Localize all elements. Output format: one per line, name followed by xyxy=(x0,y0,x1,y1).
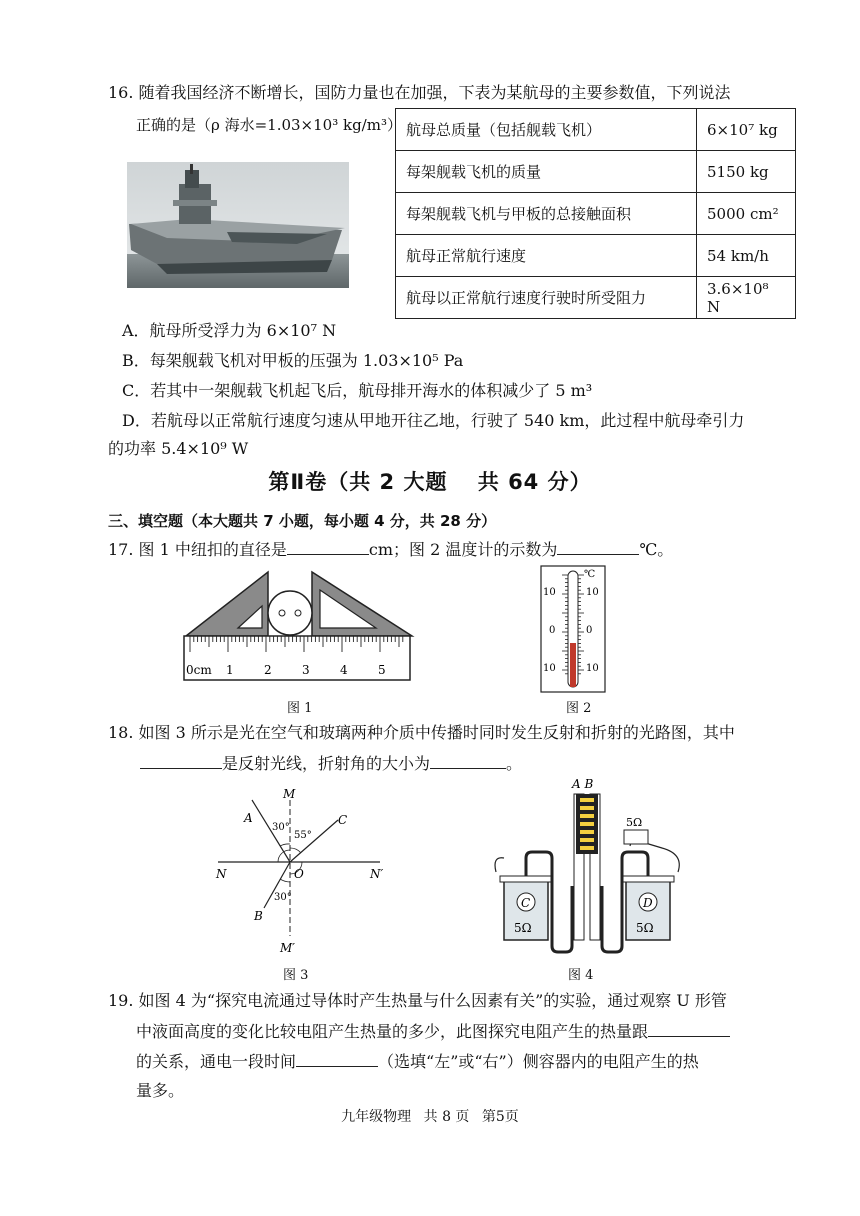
aircraft-carrier-photo xyxy=(127,162,349,288)
thermo-unit: ℃ xyxy=(584,569,596,580)
page-footer xyxy=(0,1106,860,1126)
tube-ab-label: A B xyxy=(572,777,594,791)
q19-line3: 的关系，通电一段时间 （选填“左”或“右”）侧容器内的电阻产生的热 xyxy=(136,1052,699,1071)
q19-blank-2[interactable] xyxy=(296,1050,378,1067)
q19-blank-1[interactable] xyxy=(648,1020,730,1037)
q19-line2: 中液面高度的变化比较电阻产生热量的多少，此图探究电阻产生的热量跟 xyxy=(136,1020,730,1043)
scale-mark xyxy=(580,838,594,842)
figure-2-thermometer xyxy=(540,565,606,693)
q17-stem: 17. 图 1 中纽扣的直径是 cm；图 2 温度计的示数为 ℃。 xyxy=(108,540,674,559)
footer-total: 共 8 页 xyxy=(423,1109,470,1125)
svg-text:B: B xyxy=(254,909,263,923)
figure-2-caption: 图 2 xyxy=(566,701,592,716)
q18-stem-line1: 18. 如图 3 所示是光在空气和玻璃两种介质中传播时同时发生反射和折射的光路图，其中 xyxy=(108,723,735,742)
svg-text:10: 10 xyxy=(586,587,599,598)
q18-number: 18. xyxy=(108,723,134,742)
q16-option-a: A．航母所受浮力为 6×10⁷ N xyxy=(122,321,337,340)
q18-blank-2[interactable] xyxy=(430,752,506,769)
ruler-label-2: 2 xyxy=(264,663,272,677)
figure-4-caption: 图 4 xyxy=(568,968,594,983)
container-c-label: C xyxy=(521,896,531,910)
left-resistor-label: 5Ω xyxy=(514,921,532,935)
figure-1-caption: 图 1 xyxy=(287,701,313,716)
figure-4-u-tube-apparatus xyxy=(492,776,682,962)
q16-number: 16. xyxy=(108,83,134,102)
scale-mark xyxy=(580,830,594,834)
svg-text:C: C xyxy=(338,813,348,827)
svg-text:N′: N′ xyxy=(370,867,384,881)
q17-blank-2[interactable] xyxy=(557,538,639,555)
ruler-label-5: 5 xyxy=(378,663,386,677)
ruler-label-1: 1 xyxy=(226,663,234,677)
ruler-label-3: 3 xyxy=(302,663,310,677)
q19-number: 19. xyxy=(108,991,134,1010)
figure-1-ruler xyxy=(180,570,416,682)
svg-text:10: 10 xyxy=(543,663,556,674)
q16-option-d-line2: 的功率 5.4×10⁹ W xyxy=(108,439,249,458)
svg-text:55°: 55° xyxy=(294,830,312,841)
svg-text:10: 10 xyxy=(586,663,599,674)
svg-text:O: O xyxy=(294,867,304,881)
q16-option-d-line1: D．若航母以正常航行速度匀速从甲地开往乙地，行驶了 540 km，此过程中航母牵引力 xyxy=(122,411,745,430)
q16-option-b: B．每架舰载飞机对甲板的压强为 1.03×10⁵ Pa xyxy=(122,351,464,370)
container-d-label: D xyxy=(643,896,653,910)
table-row: 航母总质量（包括舰载飞机） 6×10⁷ kg xyxy=(396,109,796,151)
top-resistor-label: 5Ω xyxy=(626,816,643,829)
svg-text:10: 10 xyxy=(543,587,556,598)
q19-line1: 19. 如图 4 为“探究电流通过导体时产生热量与什么因素有关”的实验，通过观察 U 形管 xyxy=(108,991,727,1010)
right-resistor-label: 5Ω xyxy=(636,921,654,935)
scale-mark xyxy=(580,806,594,810)
table-row: 航母以正常航行速度行驶时所受阻力 3.6×10⁸ N xyxy=(396,277,796,319)
q18-stem-line2: 是反射光线，折射角的大小为 。 xyxy=(140,752,522,775)
svg-text:30°: 30° xyxy=(272,822,290,833)
scale-mark xyxy=(580,798,594,802)
svg-text:M′: M′ xyxy=(280,941,296,955)
scale-mark xyxy=(580,814,594,818)
footer-page: 第5页 xyxy=(481,1109,519,1125)
scale-mark xyxy=(580,846,594,850)
footer-subject: 九年级物理 xyxy=(341,1109,412,1125)
svg-text:A: A xyxy=(244,811,253,825)
q17-blank-1[interactable] xyxy=(287,538,369,555)
scale-mark xyxy=(580,822,594,826)
svg-text:0: 0 xyxy=(549,625,556,636)
q18-blank-1[interactable] xyxy=(140,752,222,769)
figure-3-caption: 图 3 xyxy=(283,968,309,983)
ruler-label-4: 4 xyxy=(340,663,348,677)
svg-text:0: 0 xyxy=(586,625,593,636)
button-circle xyxy=(268,591,312,635)
q16-parameter-table xyxy=(395,108,796,319)
svg-text:30°: 30° xyxy=(274,892,292,903)
q19-line4: 量多。 xyxy=(136,1081,185,1100)
table-row: 每架舰载飞机与甲板的总接触面积 5000 cm² xyxy=(396,193,796,235)
q16-stem-line1: 16. 随着我国经济不断增长，国防力量也在加强，下表为某航母的主要参数值，下列说法 xyxy=(108,83,731,102)
section3-heading: 三、填空题（本大题共 7 小题，每小题 4 分，共 28 分） xyxy=(108,512,497,530)
q16-stem-line2: 正确的是（ρ 海水=1.03×10³ kg/m³） xyxy=(136,116,402,134)
table-row: 每架舰载飞机的质量 5150 kg xyxy=(396,151,796,193)
part2-title: 第Ⅱ卷（共 2 大题 共 64 分） xyxy=(268,470,592,494)
q16-option-c: C．若其中一架舰载飞机起飞后，航母排开海水的体积减少了 5 m³ xyxy=(122,381,593,400)
table-row: 航母正常航行速度 54 km/h xyxy=(396,235,796,277)
q17-number: 17. xyxy=(108,540,134,559)
svg-text:N: N xyxy=(216,867,227,881)
ruler-label-0: 0cm xyxy=(186,663,212,677)
figure-3-light-diagram xyxy=(210,786,390,956)
svg-text:M: M xyxy=(283,787,296,801)
